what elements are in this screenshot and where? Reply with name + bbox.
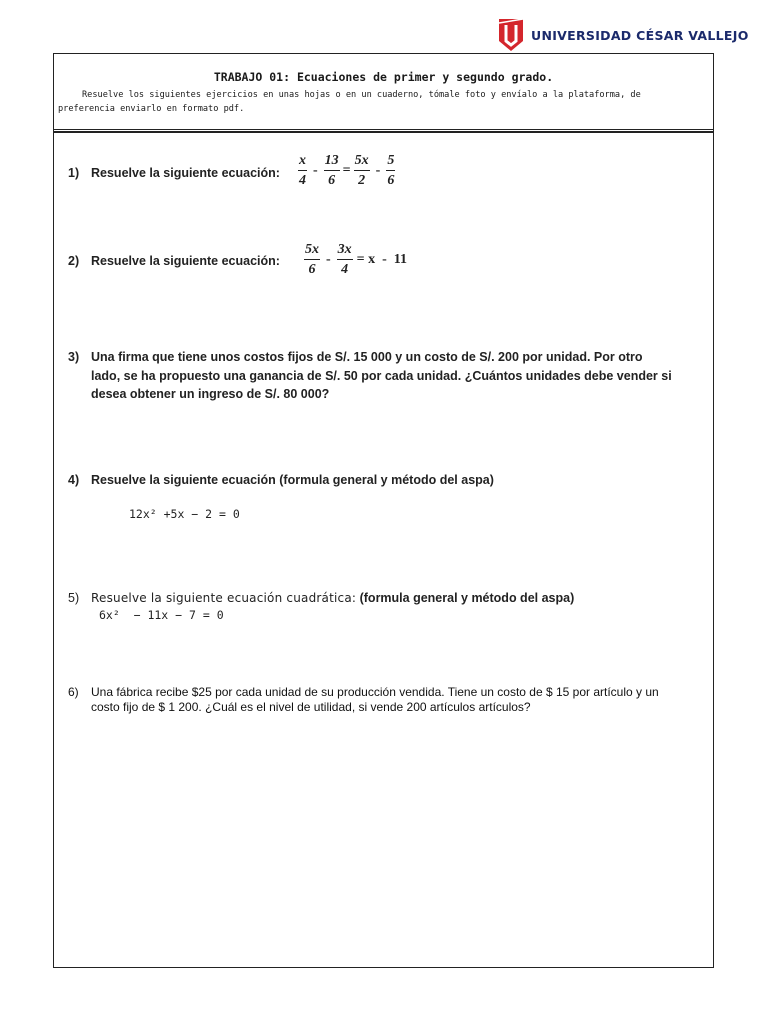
question-line: Una firma que tiene unos costos fijos de S/. 15 000 y un costo de S/. 200 por unidad. Por otro xyxy=(91,350,643,364)
question-line: costo fijo de $ 1 200. ¿Cuál es el nivel de utilidad, si vende 200 artículos artículos? xyxy=(91,700,531,714)
equation-5: 6x² − 11x − 7 = 0 xyxy=(99,608,224,622)
question-number: 5) xyxy=(68,591,80,605)
question-number: 4) xyxy=(68,473,80,487)
ucv-shield-icon xyxy=(497,17,525,53)
university-name: UNIVERSIDAD CÉSAR VALLEJO xyxy=(531,27,749,43)
question-text: Resuelve la siguiente ecuación (formula general y método del aspa) xyxy=(91,473,494,487)
question-number: 2) xyxy=(68,254,80,268)
question-line: Una fábrica recibe $25 por cada unidad de su producción vendida. Tiene un costo de $ 15 por artículo y un xyxy=(91,685,659,699)
assignment-instructions: Resuelve los siguientes ejercicios en unas hojas o en un cuaderno, tómale foto y envíalo a la plataforma, de preferencia enviarlo en formato pdf. xyxy=(58,90,641,114)
question-number: 6) xyxy=(68,685,79,699)
assignment-title: TRABAJO 01: Ecuaciones de primer y segundo grado. xyxy=(213,70,554,84)
question-text: Resuelve la siguiente ecuación: xyxy=(91,254,280,268)
question-text: Resuelve la siguiente ecuación cuadrática: (formula general y método del aspa) xyxy=(91,591,575,605)
question-line: desea obtener un ingreso de S/. 80 000? xyxy=(91,387,330,401)
question-number: 3) xyxy=(68,350,80,364)
header-divider xyxy=(53,129,714,133)
question-line: lado, se ha propuesto una ganancia de S/. 50 por cada unidad. ¿Cuántos unidades debe vender si xyxy=(91,369,672,383)
university-logo xyxy=(497,15,749,55)
equation-4: 12x² +5x − 2 = 0 xyxy=(129,507,240,521)
question-number: 1) xyxy=(68,166,80,180)
equation-2: $\frac{5x}{6}$ - $\frac{3x}{4}$ = x - 11 xyxy=(305,242,408,277)
equation-1: $\frac{x}{4}$ - $\frac{13}{6}$ = $\frac{5x}{2}$ - $\frac{5}{6}$ xyxy=(299,153,395,188)
question-text: Resuelve la siguiente ecuación: xyxy=(91,166,280,180)
